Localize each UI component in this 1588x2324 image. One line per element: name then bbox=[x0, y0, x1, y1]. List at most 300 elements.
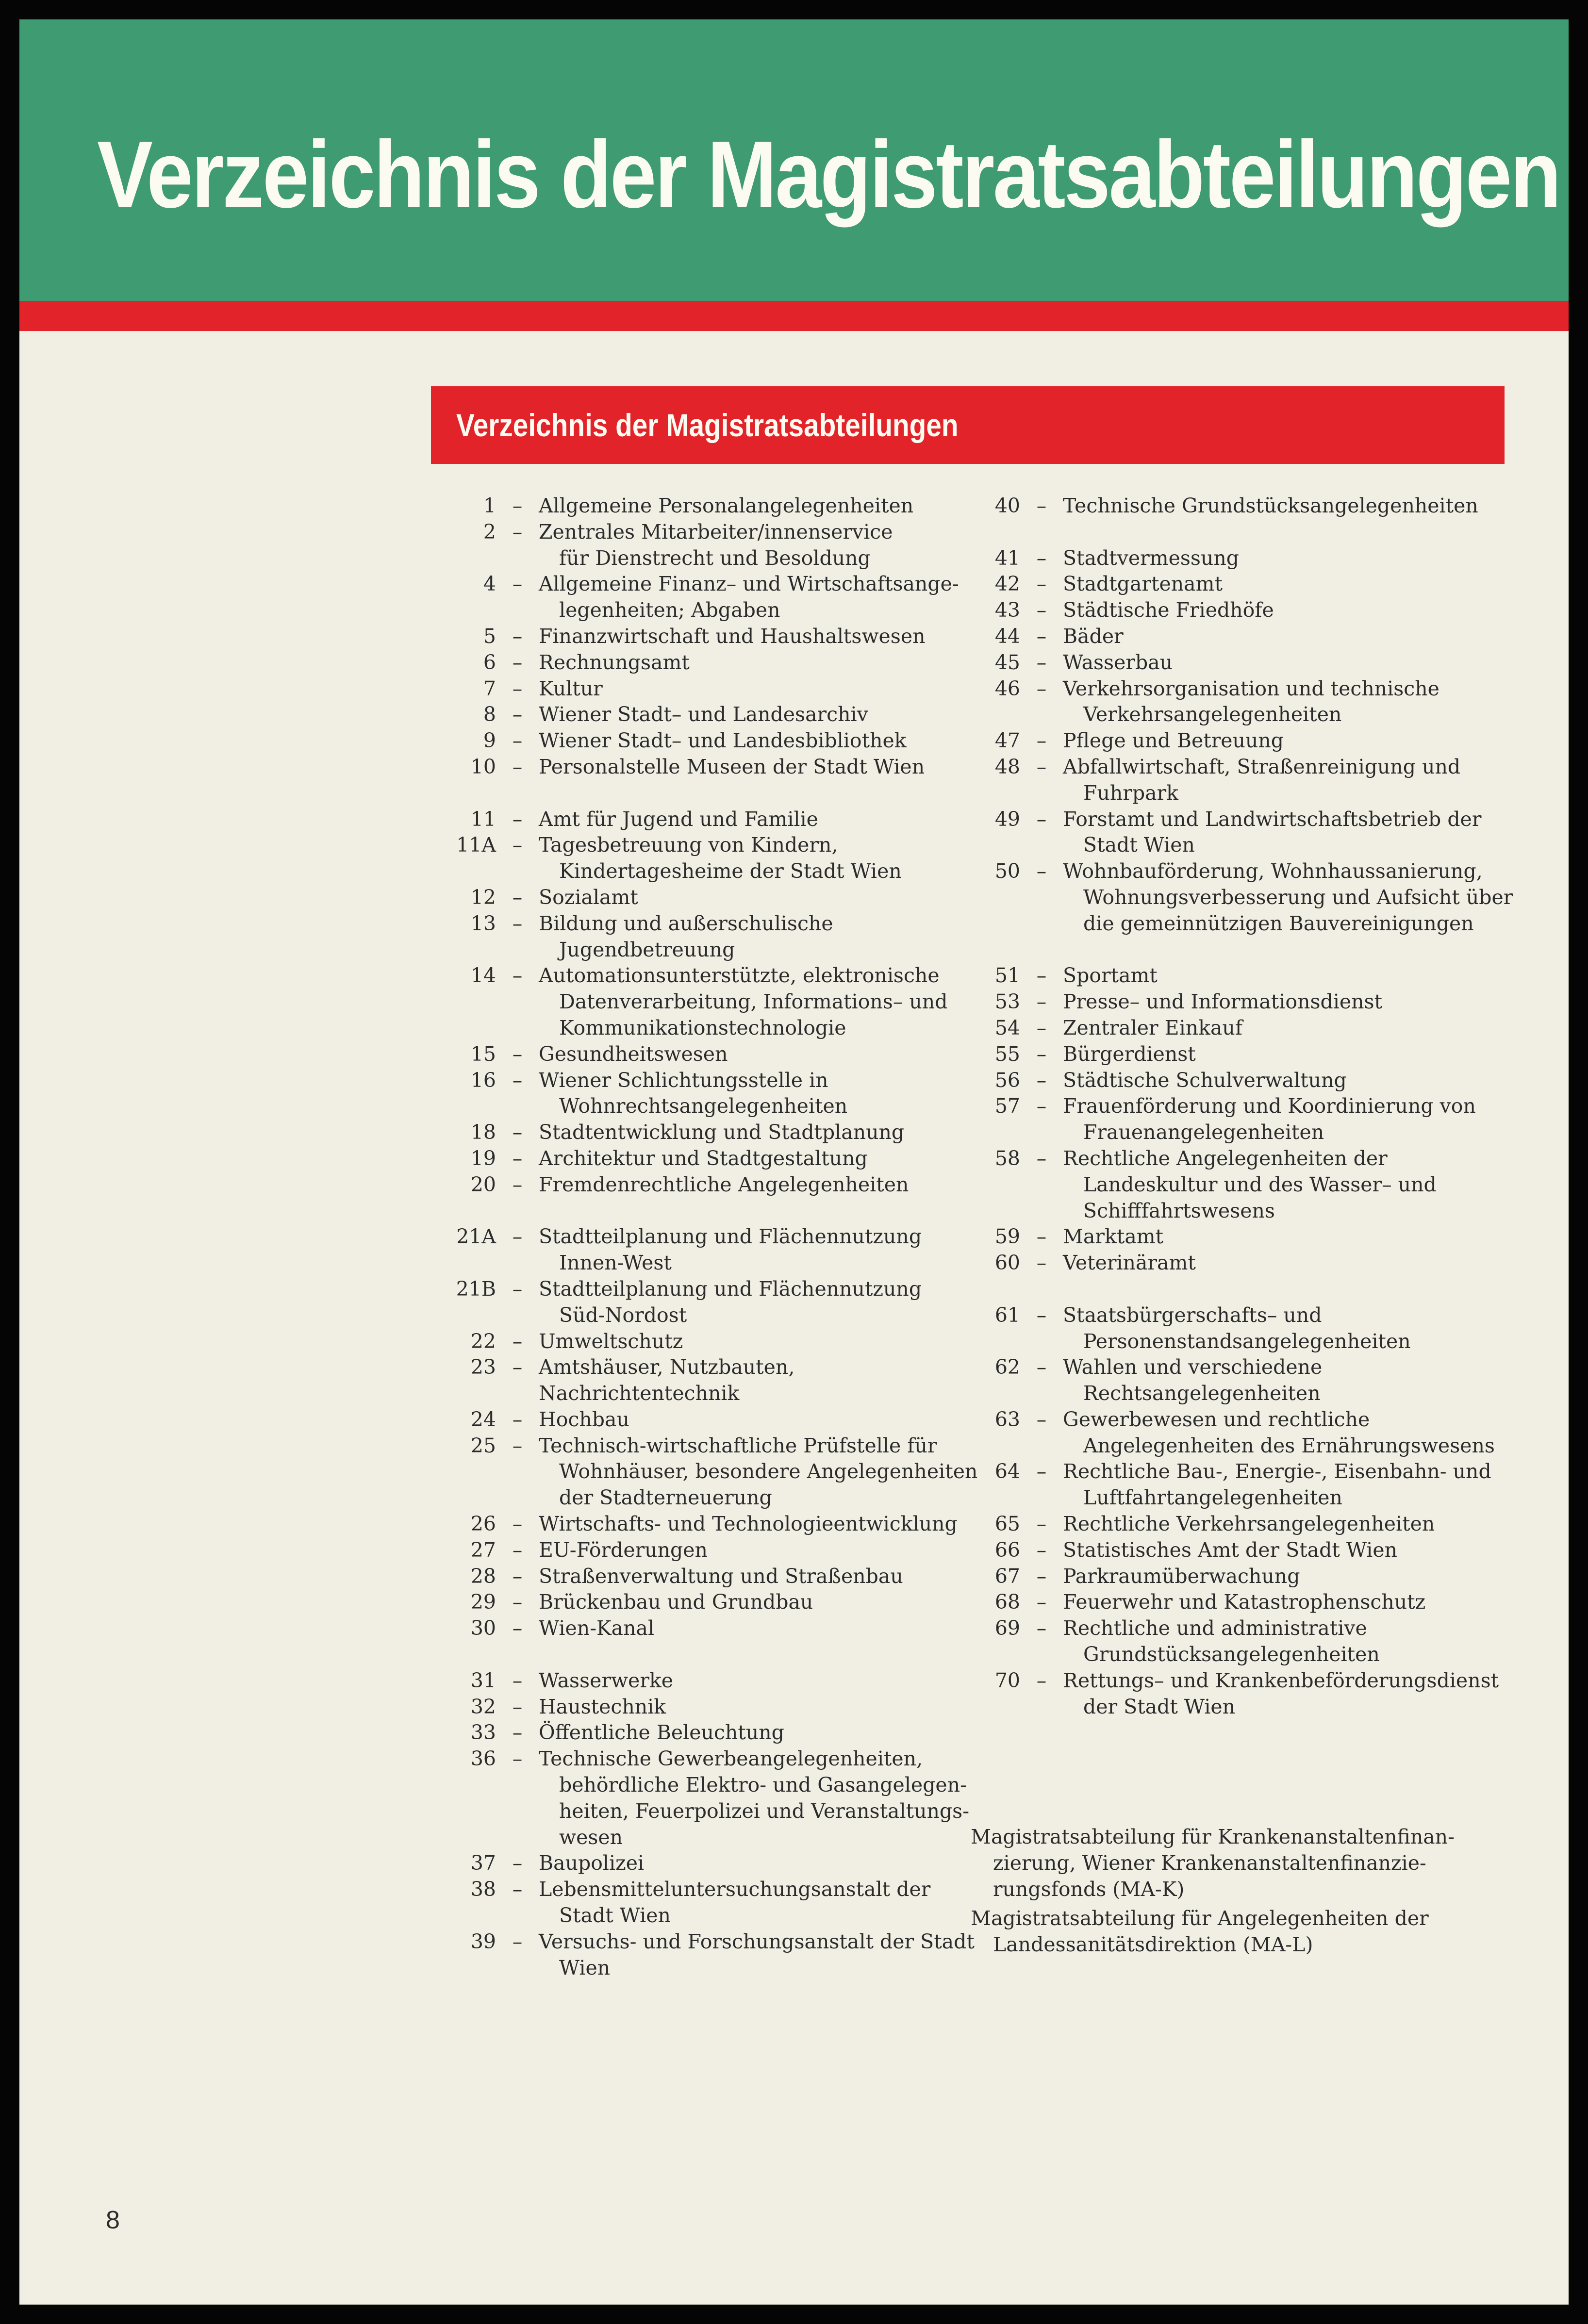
department-entry bbox=[971, 1354, 1524, 1407]
separator-dash: – bbox=[512, 1121, 523, 1144]
department-name-line: Tagesbetreuung von Kindern, bbox=[539, 833, 838, 857]
department-number: 4 bbox=[483, 572, 496, 596]
department-number: 67 bbox=[994, 1564, 1020, 1588]
department-name bbox=[539, 1041, 980, 1068]
department-name-line: Bildung und außerschulische bbox=[539, 911, 833, 935]
department-entry bbox=[971, 650, 1524, 676]
department-name-line: Wien-Kanal bbox=[539, 1616, 655, 1640]
group-spacer bbox=[447, 780, 980, 807]
note-line: Magistratsabteilung für Angelegenheiten der bbox=[971, 1906, 1429, 1930]
separator-dash: – bbox=[1036, 1146, 1047, 1170]
separator-dash: – bbox=[1036, 1303, 1047, 1327]
note-line: zierung, Wiener Krankenanstaltenfinanzie- bbox=[993, 1851, 1426, 1875]
separator-dash: – bbox=[1036, 572, 1047, 596]
department-entry bbox=[447, 1172, 980, 1198]
department-name-line: Öffentliche Beleuchtung bbox=[539, 1721, 784, 1745]
department-name-line: Technische Gewerbeangelegenheiten, bbox=[539, 1747, 923, 1771]
department-name bbox=[1063, 1589, 1524, 1615]
department-number: 13 bbox=[470, 911, 496, 935]
separator-dash: – bbox=[1036, 1590, 1047, 1614]
department-number: 1 bbox=[483, 494, 496, 517]
separator-dash: – bbox=[512, 833, 523, 857]
department-name bbox=[1063, 1015, 1524, 1041]
separator-dash: – bbox=[1036, 1094, 1047, 1118]
department-number: 11 bbox=[470, 807, 496, 831]
department-entry bbox=[971, 728, 1524, 754]
separator-dash: – bbox=[1036, 1407, 1047, 1431]
department-number: 65 bbox=[994, 1512, 1020, 1536]
department-entry bbox=[447, 728, 980, 754]
department-number: 38 bbox=[470, 1878, 496, 1901]
department-entry bbox=[971, 1537, 1524, 1564]
department-name-line: der Stadt Wien bbox=[1083, 1695, 1236, 1718]
department-entry bbox=[447, 1329, 980, 1355]
department-name bbox=[539, 1537, 980, 1564]
department-name-line: Hochbau bbox=[539, 1407, 629, 1431]
department-entry bbox=[971, 1511, 1524, 1537]
separator-dash: – bbox=[1036, 650, 1047, 674]
separator-dash: – bbox=[512, 1747, 523, 1771]
department-number: 36 bbox=[470, 1747, 496, 1771]
department-number: 29 bbox=[470, 1590, 496, 1614]
department-name-line: Luftfahrtangelegenheiten bbox=[1083, 1486, 1342, 1510]
separator-dash: – bbox=[1036, 1668, 1047, 1692]
left-column bbox=[447, 493, 980, 1981]
department-number: 63 bbox=[994, 1407, 1020, 1431]
department-entry bbox=[447, 1720, 980, 1746]
separator-dash: – bbox=[1036, 546, 1047, 570]
department-name bbox=[1063, 989, 1524, 1015]
department-name-line: Sportamt bbox=[1063, 964, 1158, 988]
separator-dash: – bbox=[1036, 755, 1047, 778]
department-entry bbox=[447, 1407, 980, 1433]
department-number: 14 bbox=[470, 964, 496, 988]
department-number: 43 bbox=[994, 598, 1020, 622]
department-name bbox=[539, 963, 980, 1041]
department-name bbox=[1063, 1564, 1524, 1590]
department-name bbox=[539, 1146, 980, 1172]
department-entry bbox=[971, 493, 1524, 519]
department-number: 22 bbox=[470, 1329, 496, 1353]
department-number: 41 bbox=[994, 546, 1020, 570]
department-entry bbox=[971, 571, 1524, 597]
department-entry bbox=[447, 807, 980, 833]
department-entry bbox=[447, 1694, 980, 1720]
group-spacer bbox=[971, 1276, 1524, 1302]
department-name-line: Landeskultur und des Wasser– und bbox=[1083, 1172, 1437, 1196]
department-name-line: Lebensmitteluntersuchungsanstalt der bbox=[539, 1878, 931, 1901]
separator-dash: – bbox=[512, 807, 523, 831]
department-name bbox=[539, 1564, 980, 1590]
department-name-line: Fuhrpark bbox=[1083, 781, 1178, 805]
department-name-line: heiten, Feuerpolizei und Veranstaltungs- bbox=[559, 1799, 970, 1823]
department-entry bbox=[971, 1615, 1524, 1668]
department-number: 23 bbox=[470, 1355, 496, 1379]
department-name bbox=[539, 519, 980, 572]
separator-dash: – bbox=[512, 1590, 523, 1614]
department-name-line: Rechtliche Bau-, Energie-, Eisenbahn- und bbox=[1063, 1460, 1491, 1483]
separator-dash: – bbox=[1036, 1564, 1047, 1588]
department-name-line: Wiener Stadt– und Landesbibliothek bbox=[539, 729, 907, 753]
department-name-line: Verkehrsangelegenheiten bbox=[1083, 703, 1342, 726]
right-column bbox=[971, 493, 1524, 1961]
department-entry bbox=[447, 624, 980, 650]
department-number: 24 bbox=[470, 1407, 496, 1431]
group-spacer bbox=[971, 937, 1524, 963]
department-number: 37 bbox=[470, 1851, 496, 1875]
page-title: Verzeichnis der Magistratsabteilungen bbox=[97, 121, 1560, 228]
department-name bbox=[539, 1329, 980, 1355]
department-name bbox=[1063, 1093, 1524, 1146]
department-entry bbox=[971, 807, 1524, 859]
separator-dash: – bbox=[1036, 1016, 1047, 1039]
department-name bbox=[539, 1407, 980, 1433]
department-number: 16 bbox=[470, 1068, 496, 1092]
department-name bbox=[1063, 1068, 1524, 1094]
department-name bbox=[1063, 858, 1524, 937]
department-number: 33 bbox=[470, 1721, 496, 1745]
department-name-line: Technische Grundstücksangelegenheiten bbox=[1063, 494, 1478, 517]
department-number: 30 bbox=[470, 1616, 496, 1640]
department-entry bbox=[447, 911, 980, 963]
department-name-line: Jugendbetreuung bbox=[559, 938, 735, 961]
separator-dash: – bbox=[1036, 598, 1047, 622]
department-name-line: Architektur und Stadtgestaltung bbox=[539, 1146, 868, 1170]
department-name bbox=[539, 1511, 980, 1537]
department-name bbox=[1063, 1146, 1524, 1224]
department-name-line: Stadtvermessung bbox=[1063, 546, 1240, 570]
department-number: 25 bbox=[470, 1434, 496, 1457]
group-spacer bbox=[447, 1642, 980, 1668]
department-name-line: Städtische Schulverwaltung bbox=[1063, 1068, 1347, 1092]
department-entry bbox=[447, 676, 980, 702]
department-number: 47 bbox=[994, 729, 1020, 753]
separator-dash: – bbox=[512, 650, 523, 674]
department-name-line: Grundstücksangelegenheiten bbox=[1083, 1643, 1380, 1666]
department-number: 59 bbox=[994, 1225, 1020, 1249]
department-entry bbox=[971, 1093, 1524, 1146]
department-name bbox=[1063, 1250, 1524, 1276]
department-name-line: für Dienstrecht und Besoldung bbox=[559, 546, 871, 570]
department-name-line: Veterinäramt bbox=[1063, 1251, 1196, 1275]
department-name bbox=[539, 754, 980, 780]
department-name-line: Stadt Wien bbox=[559, 1904, 671, 1928]
department-name-line: Rechnungsamt bbox=[539, 650, 690, 674]
department-name bbox=[539, 1746, 980, 1850]
separator-dash: – bbox=[1036, 807, 1047, 831]
department-number: 5 bbox=[483, 624, 496, 648]
separator-dash: – bbox=[1036, 1042, 1047, 1066]
department-name bbox=[539, 1877, 980, 1929]
department-number: 57 bbox=[994, 1094, 1020, 1118]
department-name-line: Personalstelle Museen der Stadt Wien bbox=[539, 755, 925, 778]
department-number: 27 bbox=[470, 1538, 496, 1562]
department-name-line: Kommunikationstechnologie bbox=[559, 1016, 846, 1039]
department-name bbox=[1063, 650, 1524, 676]
department-number: 68 bbox=[994, 1590, 1020, 1614]
separator-dash: – bbox=[512, 1355, 523, 1379]
department-name bbox=[539, 728, 980, 754]
separator-dash: – bbox=[512, 1407, 523, 1431]
department-number: 6 bbox=[483, 650, 496, 674]
department-number: 58 bbox=[994, 1146, 1020, 1170]
separator-dash: – bbox=[512, 1695, 523, 1718]
department-entry bbox=[971, 989, 1524, 1015]
separator-dash: – bbox=[512, 1538, 523, 1562]
department-number: 21B bbox=[456, 1277, 496, 1301]
department-entry bbox=[447, 1433, 980, 1511]
department-number: 49 bbox=[994, 807, 1020, 831]
department-entry bbox=[971, 858, 1524, 937]
department-entry bbox=[447, 1589, 980, 1615]
department-entry bbox=[447, 1354, 980, 1407]
department-name-line: Pflege und Betreuung bbox=[1063, 729, 1284, 753]
department-number: 19 bbox=[470, 1146, 496, 1170]
department-name-line: Datenverarbeitung, Informations– und bbox=[559, 990, 948, 1014]
department-entry bbox=[447, 832, 980, 885]
department-entry bbox=[447, 1668, 980, 1694]
department-name-line: Wirtschafts- und Technologieentwicklung bbox=[539, 1512, 958, 1536]
department-entry bbox=[971, 1146, 1524, 1224]
department-entry bbox=[447, 702, 980, 728]
department-name-line: Wohnbauförderung, Wohnhaussanierung, bbox=[1063, 859, 1483, 883]
department-number: 18 bbox=[470, 1121, 496, 1144]
department-name bbox=[1063, 1615, 1524, 1668]
department-name-line: Rettungs– und Krankenbeförderungsdienst bbox=[1063, 1668, 1499, 1692]
department-entry bbox=[971, 676, 1524, 728]
department-name-line: Gesundheitswesen bbox=[539, 1042, 728, 1066]
separator-dash: – bbox=[512, 964, 523, 988]
department-name-line: Wiener Schlichtungsstelle in bbox=[539, 1068, 828, 1092]
department-number: 20 bbox=[470, 1172, 496, 1196]
department-name-line: Personenstandsangelegenheiten bbox=[1083, 1329, 1411, 1353]
department-entry bbox=[447, 1146, 980, 1172]
department-entry bbox=[447, 1564, 980, 1590]
department-name-line: Technisch-wirtschaftliche Prüfstelle für bbox=[539, 1434, 937, 1457]
department-name-line: Presse– und Informationsdienst bbox=[1063, 990, 1383, 1014]
department-name-line: Amt für Jugend und Familie bbox=[539, 807, 818, 831]
department-number: 7 bbox=[483, 676, 496, 700]
department-entry bbox=[447, 1276, 980, 1329]
department-name-line: Kindertagesheime der Stadt Wien bbox=[559, 859, 902, 883]
department-name bbox=[539, 493, 980, 519]
separator-dash: – bbox=[512, 1878, 523, 1901]
department-entry bbox=[971, 963, 1524, 989]
department-name bbox=[1063, 1354, 1524, 1407]
department-entry bbox=[971, 1459, 1524, 1511]
department-name bbox=[539, 571, 980, 624]
department-name-line: Städtische Friedhöfe bbox=[1063, 598, 1274, 622]
department-name-line: die gemeinnützigen Bauvereinigungen bbox=[1083, 911, 1474, 935]
department-name bbox=[1063, 963, 1524, 989]
department-name-line: legenheiten; Abgaben bbox=[559, 598, 780, 622]
separator-dash: – bbox=[512, 1512, 523, 1536]
department-number: 40 bbox=[994, 494, 1020, 517]
department-name-line: Brückenbau und Grundbau bbox=[539, 1590, 813, 1614]
department-name-line: Rechtliche Angelegenheiten der bbox=[1063, 1146, 1388, 1170]
department-name-line: Allgemeine Personalangelegenheiten bbox=[539, 494, 914, 517]
department-number: 21A bbox=[456, 1225, 496, 1249]
department-name bbox=[539, 1276, 980, 1329]
department-entry bbox=[447, 571, 980, 624]
separator-dash: – bbox=[1036, 1068, 1047, 1092]
department-number: 62 bbox=[994, 1355, 1020, 1379]
department-name-line: Baupolizei bbox=[539, 1851, 645, 1875]
department-entry bbox=[971, 1668, 1524, 1720]
department-entry bbox=[447, 493, 980, 519]
department-name bbox=[539, 1354, 980, 1407]
department-number: 66 bbox=[994, 1538, 1020, 1562]
special-department-note bbox=[971, 1906, 1524, 1958]
department-entry bbox=[447, 1929, 980, 1981]
department-entry bbox=[447, 754, 980, 780]
department-name bbox=[539, 1929, 980, 1981]
department-number: 69 bbox=[994, 1616, 1020, 1640]
separator-dash: – bbox=[512, 676, 523, 700]
department-name bbox=[1063, 597, 1524, 624]
department-entry bbox=[447, 1224, 980, 1276]
separator-dash: – bbox=[1036, 676, 1047, 700]
department-entry bbox=[447, 650, 980, 676]
department-name-line: Finanzwirtschaft und Haushaltswesen bbox=[539, 624, 926, 648]
department-name-line: wesen bbox=[559, 1825, 623, 1849]
department-name-line: Automationsunterstützte, elektronische bbox=[539, 964, 940, 988]
department-number: 54 bbox=[994, 1016, 1020, 1039]
department-name-line: EU-Förderungen bbox=[539, 1538, 708, 1562]
department-name bbox=[1063, 1668, 1524, 1720]
department-name-line: Stadtteilplanung und Flächennutzung bbox=[539, 1225, 922, 1249]
note-line: rungsfonds (MA-K) bbox=[993, 1878, 1185, 1901]
department-number: 31 bbox=[470, 1668, 496, 1692]
section-header bbox=[431, 386, 1505, 464]
separator-dash: – bbox=[1036, 729, 1047, 753]
department-name-line: Kultur bbox=[539, 676, 603, 700]
department-name-line: Schifffahrtswesens bbox=[1083, 1199, 1275, 1222]
department-name-line: Marktamt bbox=[1063, 1225, 1164, 1249]
department-name-line: Wiener Stadt– und Landesarchiv bbox=[539, 703, 868, 726]
separator-dash: – bbox=[512, 1225, 523, 1249]
department-entry bbox=[447, 1746, 980, 1850]
separator-dash: – bbox=[512, 1068, 523, 1092]
department-entry bbox=[447, 1877, 980, 1929]
department-entry bbox=[971, 1224, 1524, 1250]
department-name bbox=[539, 702, 980, 728]
department-name-line: Zentraler Einkauf bbox=[1063, 1016, 1243, 1039]
separator-dash: – bbox=[512, 885, 523, 909]
department-number: 44 bbox=[994, 624, 1020, 648]
department-name-line: Umweltschutz bbox=[539, 1329, 683, 1353]
department-name bbox=[539, 1694, 980, 1720]
department-name bbox=[1063, 1537, 1524, 1564]
department-name-line: Allgemeine Finanz– und Wirtschaftsange- bbox=[539, 572, 959, 596]
department-name bbox=[1063, 676, 1524, 728]
separator-dash: – bbox=[1036, 964, 1047, 988]
department-name bbox=[539, 1120, 980, 1146]
department-name-line: Straßenverwaltung und Straßenbau bbox=[539, 1564, 903, 1588]
department-name bbox=[539, 1615, 980, 1642]
group-spacer bbox=[971, 519, 1524, 545]
department-entry bbox=[447, 963, 980, 1041]
department-number: 32 bbox=[470, 1695, 496, 1718]
department-name-line: Versuchs- und Forschungsanstalt der Stadt bbox=[539, 1929, 975, 1953]
department-name-line: Stadtentwicklung und Stadtplanung bbox=[539, 1121, 905, 1144]
department-name-line: Parkraumüberwachung bbox=[1063, 1564, 1300, 1588]
department-name-line: Wahlen und verschiedene bbox=[1063, 1355, 1323, 1379]
department-number: 70 bbox=[994, 1668, 1020, 1692]
department-entry bbox=[971, 1041, 1524, 1068]
department-name bbox=[539, 911, 980, 963]
department-number: 55 bbox=[994, 1042, 1020, 1066]
separator-dash: – bbox=[1036, 859, 1047, 883]
department-name-line: Wasserbau bbox=[1063, 650, 1173, 674]
department-number: 2 bbox=[483, 520, 496, 544]
separator-dash: – bbox=[1036, 1251, 1047, 1275]
separator-dash: – bbox=[512, 1146, 523, 1170]
separator-dash: – bbox=[512, 1929, 523, 1953]
department-name-line: Wohnhäuser, besondere Angelegenheiten bbox=[559, 1460, 978, 1483]
department-number: 53 bbox=[994, 990, 1020, 1014]
note-line: Magistratsabteilung für Krankenanstaltenfinan- bbox=[971, 1825, 1455, 1849]
separator-dash: – bbox=[1036, 624, 1047, 648]
department-name-line: Frauenförderung und Koordinierung von bbox=[1063, 1094, 1476, 1118]
separator-dash: – bbox=[512, 494, 523, 517]
department-name bbox=[539, 1068, 980, 1120]
department-name-line: Haustechnik bbox=[539, 1695, 666, 1718]
separator-dash: – bbox=[512, 1042, 523, 1066]
department-name-line: Bürgerdienst bbox=[1063, 1042, 1196, 1066]
separator-dash: – bbox=[512, 1434, 523, 1457]
department-name bbox=[539, 1172, 980, 1198]
department-name bbox=[539, 624, 980, 650]
separator-dash: – bbox=[512, 1851, 523, 1875]
department-name-line: Verkehrsorganisation und technische bbox=[1063, 676, 1439, 700]
department-name-line: behördliche Elektro- und Gasangelegen- bbox=[559, 1773, 967, 1797]
department-name-line: der Stadterneuerung bbox=[559, 1486, 772, 1510]
department-name-line: Rechtliche Verkehrsangelegenheiten bbox=[1063, 1512, 1435, 1536]
department-entry bbox=[447, 1068, 980, 1120]
department-name bbox=[539, 1850, 980, 1877]
department-name bbox=[539, 807, 980, 833]
department-entry bbox=[971, 754, 1524, 807]
department-entry bbox=[971, 1302, 1524, 1355]
department-entry bbox=[971, 1015, 1524, 1041]
department-name bbox=[539, 1720, 980, 1746]
department-entry bbox=[971, 545, 1524, 572]
department-name-line: Wasserwerke bbox=[539, 1668, 674, 1692]
department-number: 45 bbox=[994, 650, 1020, 674]
department-name-line: Bäder bbox=[1063, 624, 1124, 648]
department-name bbox=[539, 832, 980, 885]
department-name-line: Angelegenheiten des Ernährungswesens bbox=[1083, 1434, 1495, 1457]
department-name bbox=[539, 1224, 980, 1276]
department-entry bbox=[971, 597, 1524, 624]
department-number: 12 bbox=[470, 885, 496, 909]
separator-dash: – bbox=[512, 572, 523, 596]
special-department-note bbox=[971, 1824, 1524, 1902]
department-entry bbox=[447, 1120, 980, 1146]
department-entry bbox=[971, 1407, 1524, 1459]
separator-dash: – bbox=[1036, 1460, 1047, 1483]
separator-dash: – bbox=[512, 703, 523, 726]
department-number: 64 bbox=[994, 1460, 1020, 1483]
department-number: 28 bbox=[470, 1564, 496, 1588]
department-entry bbox=[971, 1589, 1524, 1615]
department-name-line: Stadtgartenamt bbox=[1063, 572, 1223, 596]
separator-dash: – bbox=[512, 1564, 523, 1588]
department-number: 10 bbox=[470, 755, 496, 778]
department-name bbox=[539, 1589, 980, 1615]
department-name-line: Feuerwehr und Katastrophenschutz bbox=[1063, 1590, 1426, 1614]
